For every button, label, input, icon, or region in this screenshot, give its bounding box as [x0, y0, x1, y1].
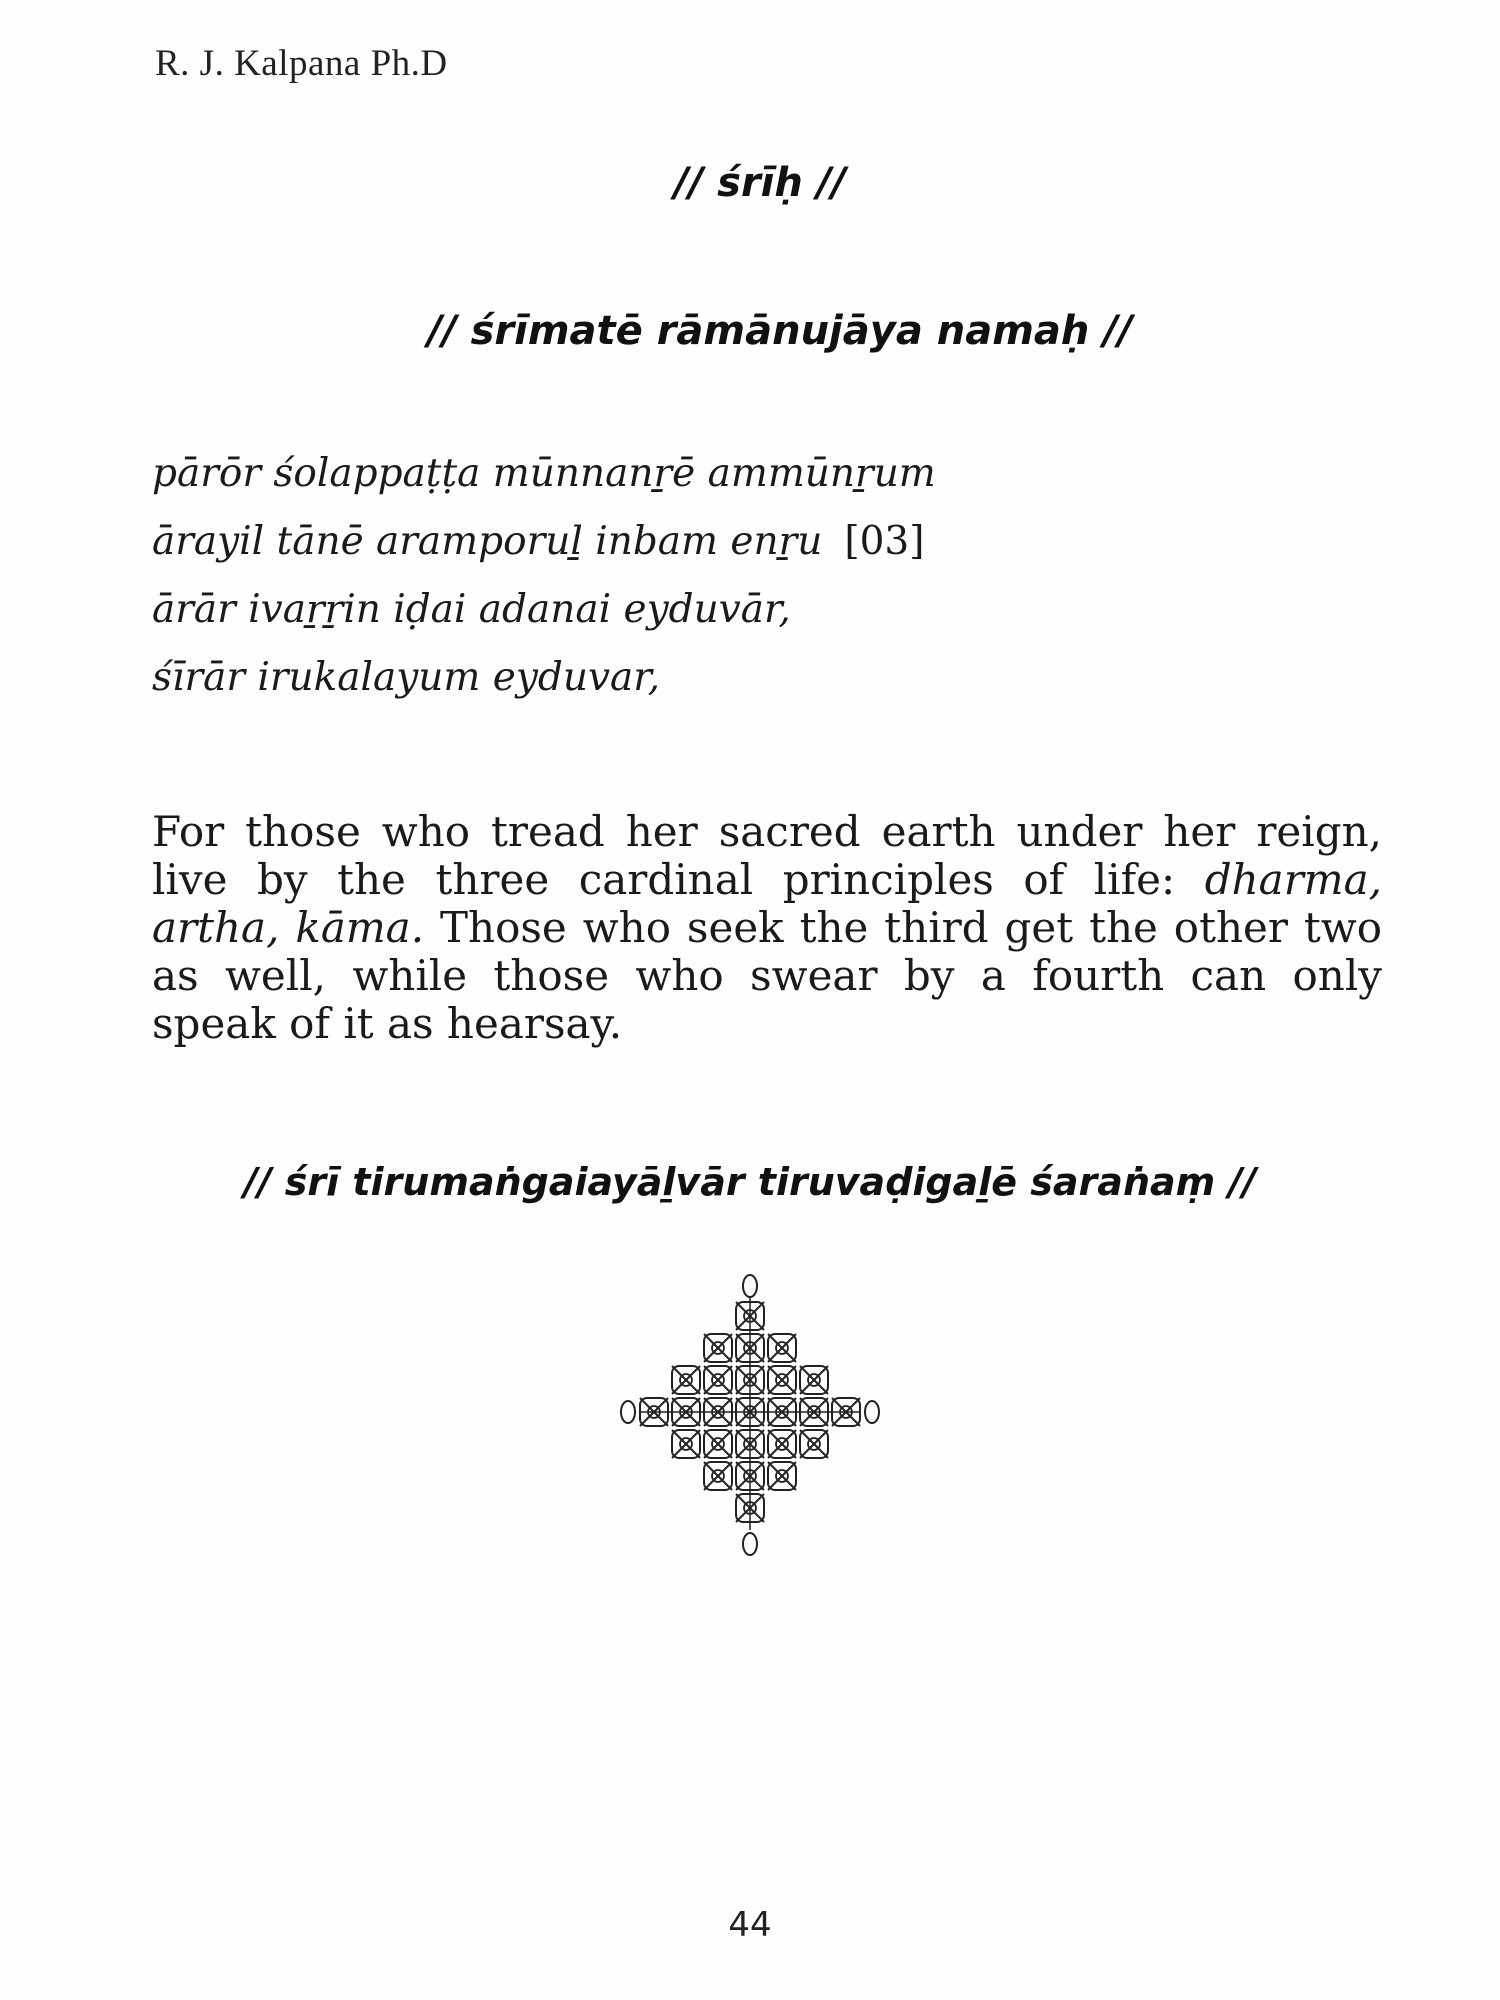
verse-line-4: śīrār irukalayum eyduvar, — [152, 655, 661, 700]
page-number: 44 — [728, 1905, 772, 1945]
closing-invocation: // śrī tirumaṅgaiayāḻvār tiruvaḍigaḻē śaraṅaṃ // — [243, 1160, 1257, 1204]
verse-line-3: ārār ivaṟṟin iḍai adanai eyduvār, — [152, 587, 791, 632]
invocation-ramanuja: // śrīmatē rāmānujāya namaḥ // — [427, 308, 1133, 354]
running-head-author: R. J. Kalpana Ph.D — [155, 43, 448, 84]
translation-part-1: For those who tread her sacred earth under her reign, live by the three cardinal principles of life: — [152, 807, 1382, 904]
kolam-ornament-icon — [620, 1268, 880, 1568]
verse-line-2-text: ārayil tānē aramporuḻ inbam enṟu — [152, 519, 823, 564]
tamil-verse — [152, 440, 936, 712]
verse-line-1: pārōr śolappaṭṭa mūnnanṟē ammūnṟum — [152, 451, 936, 496]
english-translation — [152, 808, 1382, 1048]
invocation-srih: // śrīḥ // — [673, 160, 846, 206]
verse-number: [03] — [844, 519, 925, 564]
translation-part-2: Those who seek the third get the other two as well, while those who swear by a fourth can only speak of it as hearsay. — [152, 903, 1382, 1048]
verse-line-2 — [152, 508, 936, 576]
translation-emphasis: dharma, artha, kāma. — [152, 855, 1382, 952]
